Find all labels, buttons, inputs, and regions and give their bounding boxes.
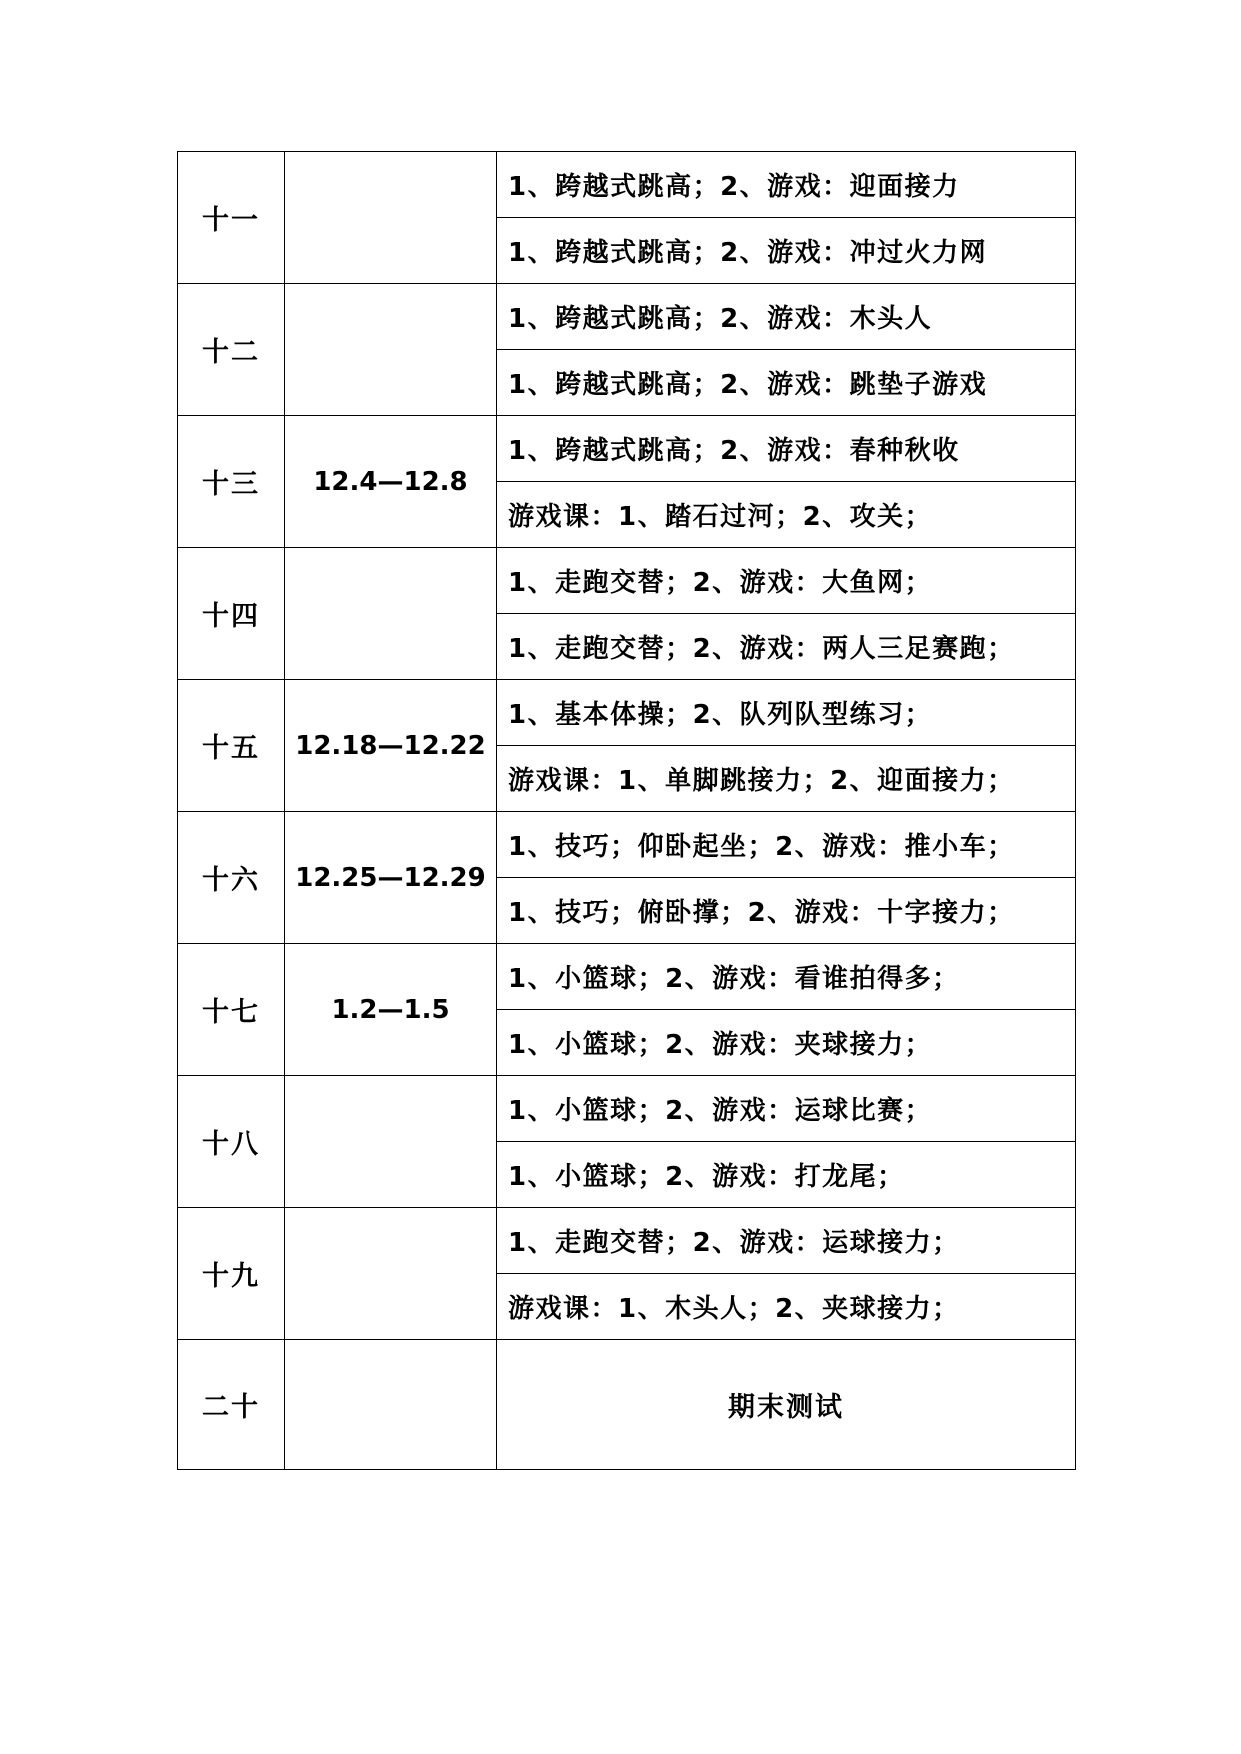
table-row: [178, 680, 1076, 746]
lesson-content: 1、跨越式跳高；2、游戏：迎面接力: [497, 152, 1076, 218]
week-label: 十六: [178, 812, 285, 944]
table-row: [178, 1076, 1076, 1142]
date-range: [285, 152, 497, 284]
lesson-content: 1、基本体操；2、队列队型练习；: [497, 680, 1076, 746]
table-row: [178, 812, 1076, 878]
week-label: 十七: [178, 944, 285, 1076]
table-row: [178, 152, 1076, 218]
lesson-content: 1、跨越式跳高；2、游戏：跳垫子游戏: [497, 350, 1076, 416]
lesson-content: 1、小篮球；2、游戏：夹球接力；: [497, 1010, 1076, 1076]
date-range: 12.4—12.8: [285, 416, 497, 548]
lesson-content: 1、小篮球；2、游戏：运球比赛；: [497, 1076, 1076, 1142]
week-label: 十二: [178, 284, 285, 416]
table-row: [178, 548, 1076, 614]
lesson-content: 1、跨越式跳高；2、游戏：春种秋收: [497, 416, 1076, 482]
lesson-content: 游戏课：1、踏石过河；2、攻关；: [497, 482, 1076, 548]
lesson-content: 1、跨越式跳高；2、游戏：木头人: [497, 284, 1076, 350]
table-row: [178, 416, 1076, 482]
week-label: 十一: [178, 152, 285, 284]
lesson-content: 1、技巧；仰卧起坐；2、游戏：推小车；: [497, 812, 1076, 878]
lesson-content: 1、走跑交替；2、游戏：大鱼网；: [497, 548, 1076, 614]
table-row-final: [178, 1340, 1076, 1470]
week-label: 十四: [178, 548, 285, 680]
table-row: [178, 1208, 1076, 1274]
table-row: [178, 284, 1076, 350]
date-range: 1.2—1.5: [285, 944, 497, 1076]
schedule-body: [178, 152, 1076, 1470]
lesson-content: 1、技巧；俯卧撑；2、游戏：十字接力；: [497, 878, 1076, 944]
date-range: [285, 1340, 497, 1470]
date-range: [285, 1076, 497, 1208]
lesson-content: 游戏课：1、木头人；2、夹球接力；: [497, 1274, 1076, 1340]
lesson-content: 游戏课：1、单脚跳接力；2、迎面接力；: [497, 746, 1076, 812]
date-range: [285, 1208, 497, 1340]
week-label: 十五: [178, 680, 285, 812]
table-row: [178, 944, 1076, 1010]
date-range: 12.25—12.29: [285, 812, 497, 944]
week-label: 十九: [178, 1208, 285, 1340]
lesson-content: 1、走跑交替；2、游戏：两人三足赛跑；: [497, 614, 1076, 680]
lesson-content: 1、跨越式跳高；2、游戏：冲过火力网: [497, 218, 1076, 284]
date-range: 12.18—12.22: [285, 680, 497, 812]
week-label: 二十: [178, 1340, 285, 1470]
lesson-content: 1、走跑交替；2、游戏：运球接力；: [497, 1208, 1076, 1274]
lesson-content: 1、小篮球；2、游戏：打龙尾；: [497, 1142, 1076, 1208]
date-range: [285, 284, 497, 416]
final-exam-label: 期末测试: [497, 1340, 1076, 1470]
week-label: 十八: [178, 1076, 285, 1208]
schedule-table: [177, 151, 1076, 1470]
date-range: [285, 548, 497, 680]
week-label: 十三: [178, 416, 285, 548]
lesson-content: 1、小篮球；2、游戏：看谁拍得多；: [497, 944, 1076, 1010]
